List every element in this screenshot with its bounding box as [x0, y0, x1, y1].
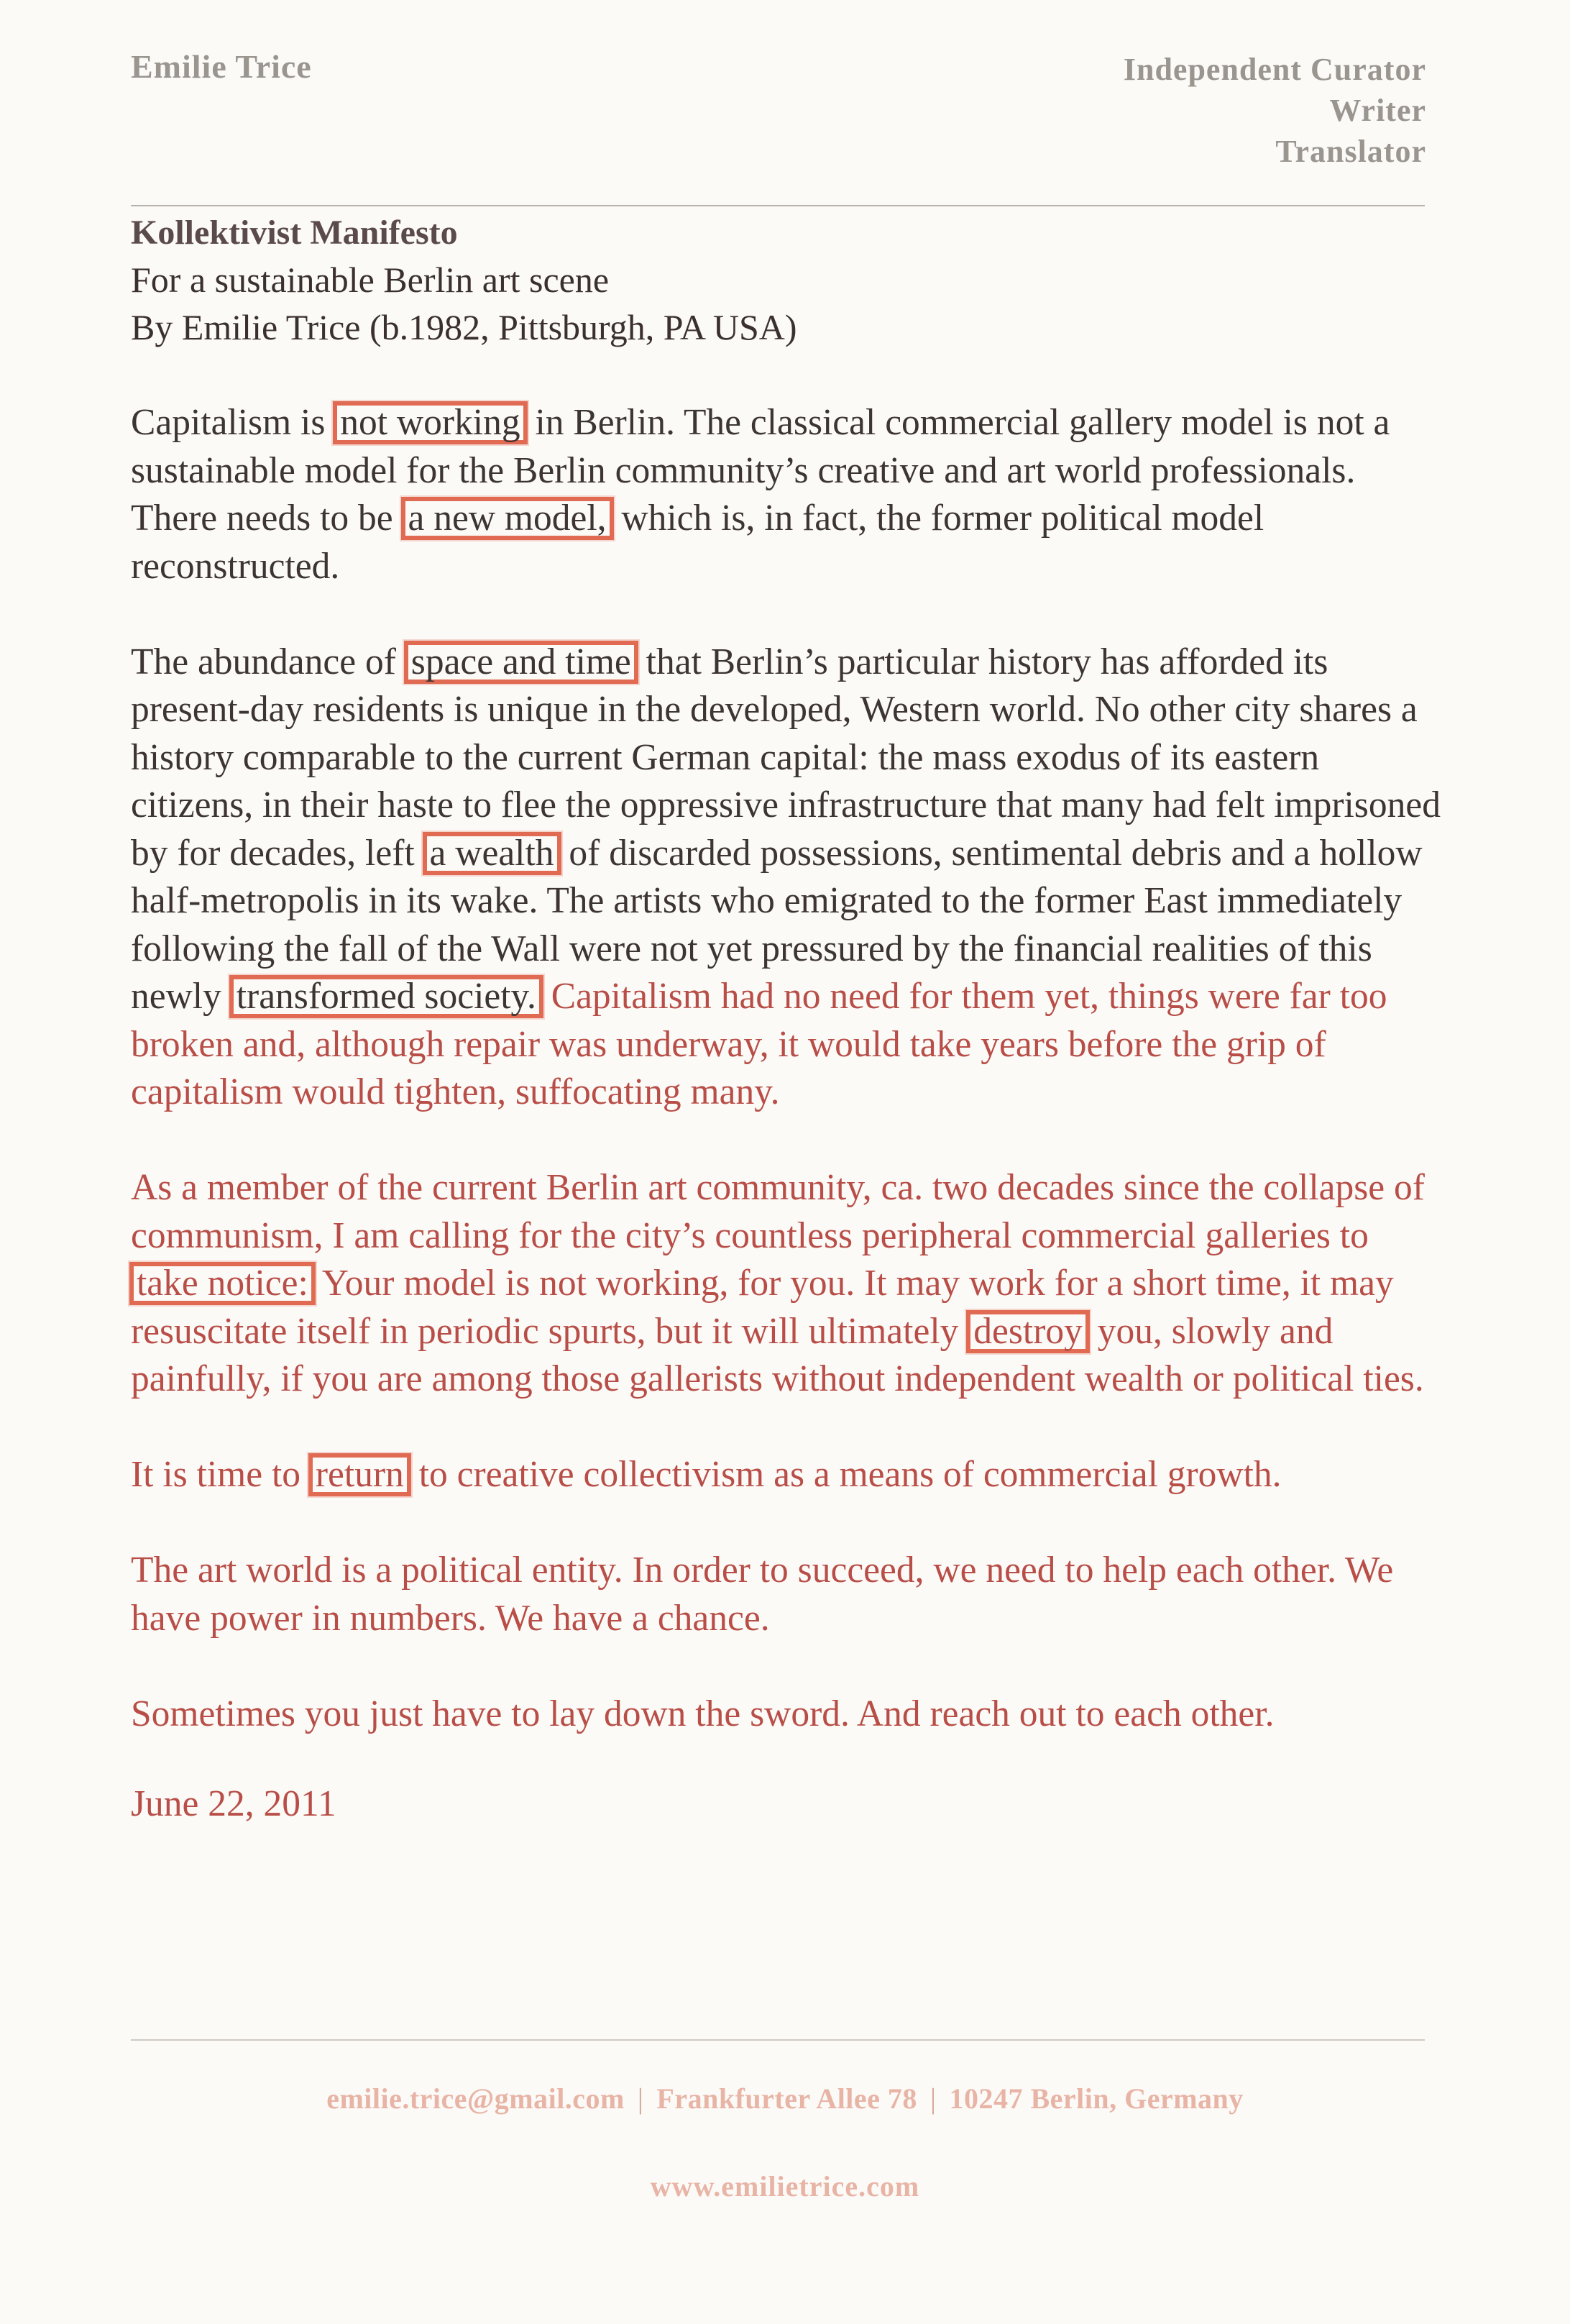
text-run: you, slowly and painfully, if you are among those gallerists without independent wealth or political ties.	[131, 1310, 1424, 1399]
letterhead-name: Emilie Trice	[131, 48, 312, 85]
highlight-space-and-time: space and time	[404, 641, 638, 684]
paragraph-6: Sometimes you just have to lay down the sword. And reach out to each other.	[131, 1693, 1275, 1734]
footer-city: 10247 Berlin, Germany	[949, 2082, 1244, 2115]
highlight-transformed-society: transformed society.	[229, 975, 543, 1018]
paragraph-3	[131, 1164, 1441, 1404]
text-run: that Berlin’s particular history has afforded its present-day residents is unique in the developed, Western world. No other city shares a history comparable to the current German capital: the mass exodus of its eastern citizens, in their haste to flee the oppressive infrastructure that many had felt imprisoned by for decades, left	[131, 641, 1441, 874]
letterhead-roles	[1124, 49, 1426, 172]
header-divider	[131, 205, 1425, 206]
contact-footer	[131, 2082, 1439, 2115]
document-subtitle: For a sustainable Berlin art scene	[131, 260, 610, 300]
text-run: Capitalism is	[131, 402, 326, 443]
footer-street: Frankfurter Allee 78	[656, 2082, 917, 2115]
title-block	[131, 210, 1439, 351]
text-run: in Berlin. The classical commercial gallery model is not a sustainable model for the Berlin community’s creative and art world professionals. There needs to be	[131, 402, 1390, 539]
text-run: Capitalism had no need for them yet, things were far too broken and, although repair was underway, it would take years before the grip of capitalism would tighten, suffocating many.	[131, 976, 1387, 1112]
footer-separator: |	[929, 2082, 937, 2115]
text-run: The abundance of	[131, 641, 396, 682]
document-title: Kollektivist Manifesto	[131, 214, 458, 252]
highlight-take-notice: take notice:	[129, 1262, 316, 1305]
footer-website[interactable]: www.emilietrice.com	[650, 2170, 920, 2202]
paragraph-4	[131, 1451, 1441, 1499]
manifesto-body	[131, 399, 1441, 1876]
text-run: which is, in fact, the former political model reconstructed.	[131, 498, 1264, 587]
text-run: of discarded possessions, sentimental debris and a hollow half-metropolis in its wake. The artists who emigrated to the former East immediately following the fall of the Wall were not yet pressured by the financial realities of this newly	[131, 832, 1423, 1017]
footer-divider	[131, 2039, 1425, 2041]
role-translator: Translator	[1275, 134, 1426, 169]
paragraph-1	[131, 399, 1441, 590]
paragraph-2	[131, 639, 1441, 1117]
highlight-return: return	[308, 1453, 411, 1496]
footer-separator: |	[637, 2082, 644, 2115]
document-byline: By Emilie Trice (b.1982, Pittsburgh, PA USA)	[131, 307, 797, 347]
text-run: As a member of the current Berlin art community, ca. two decades since the collapse of communism, I am calling for the city’s countless peripheral commercial galleries to	[131, 1167, 1425, 1256]
highlight-not-working: not working	[333, 401, 527, 444]
role-curator: Independent Curator	[1123, 52, 1426, 87]
highlight-destroy: destroy	[966, 1310, 1090, 1353]
highlight-a-wealth: a wealth	[423, 832, 561, 875]
paragraph-5: The art world is a political entity. In order to succeed, we need to help each other. We have power in numbers. We have a chance.	[131, 1550, 1394, 1639]
text-run: to creative collectivism as a means of commercial growth.	[418, 1454, 1282, 1495]
text-run: Your model is not working, for you. It may work for a short time, it may resuscitate itself in periodic spurts, but it will ultimately	[131, 1263, 1394, 1352]
text-run: It is time to	[131, 1454, 301, 1495]
letter-date: June 22, 2011	[131, 1783, 336, 1824]
role-writer: Writer	[1329, 93, 1426, 128]
highlight-a-new-model: a new model,	[401, 497, 614, 540]
footer-email[interactable]: emilie.trice@gmail.com	[326, 2082, 625, 2115]
